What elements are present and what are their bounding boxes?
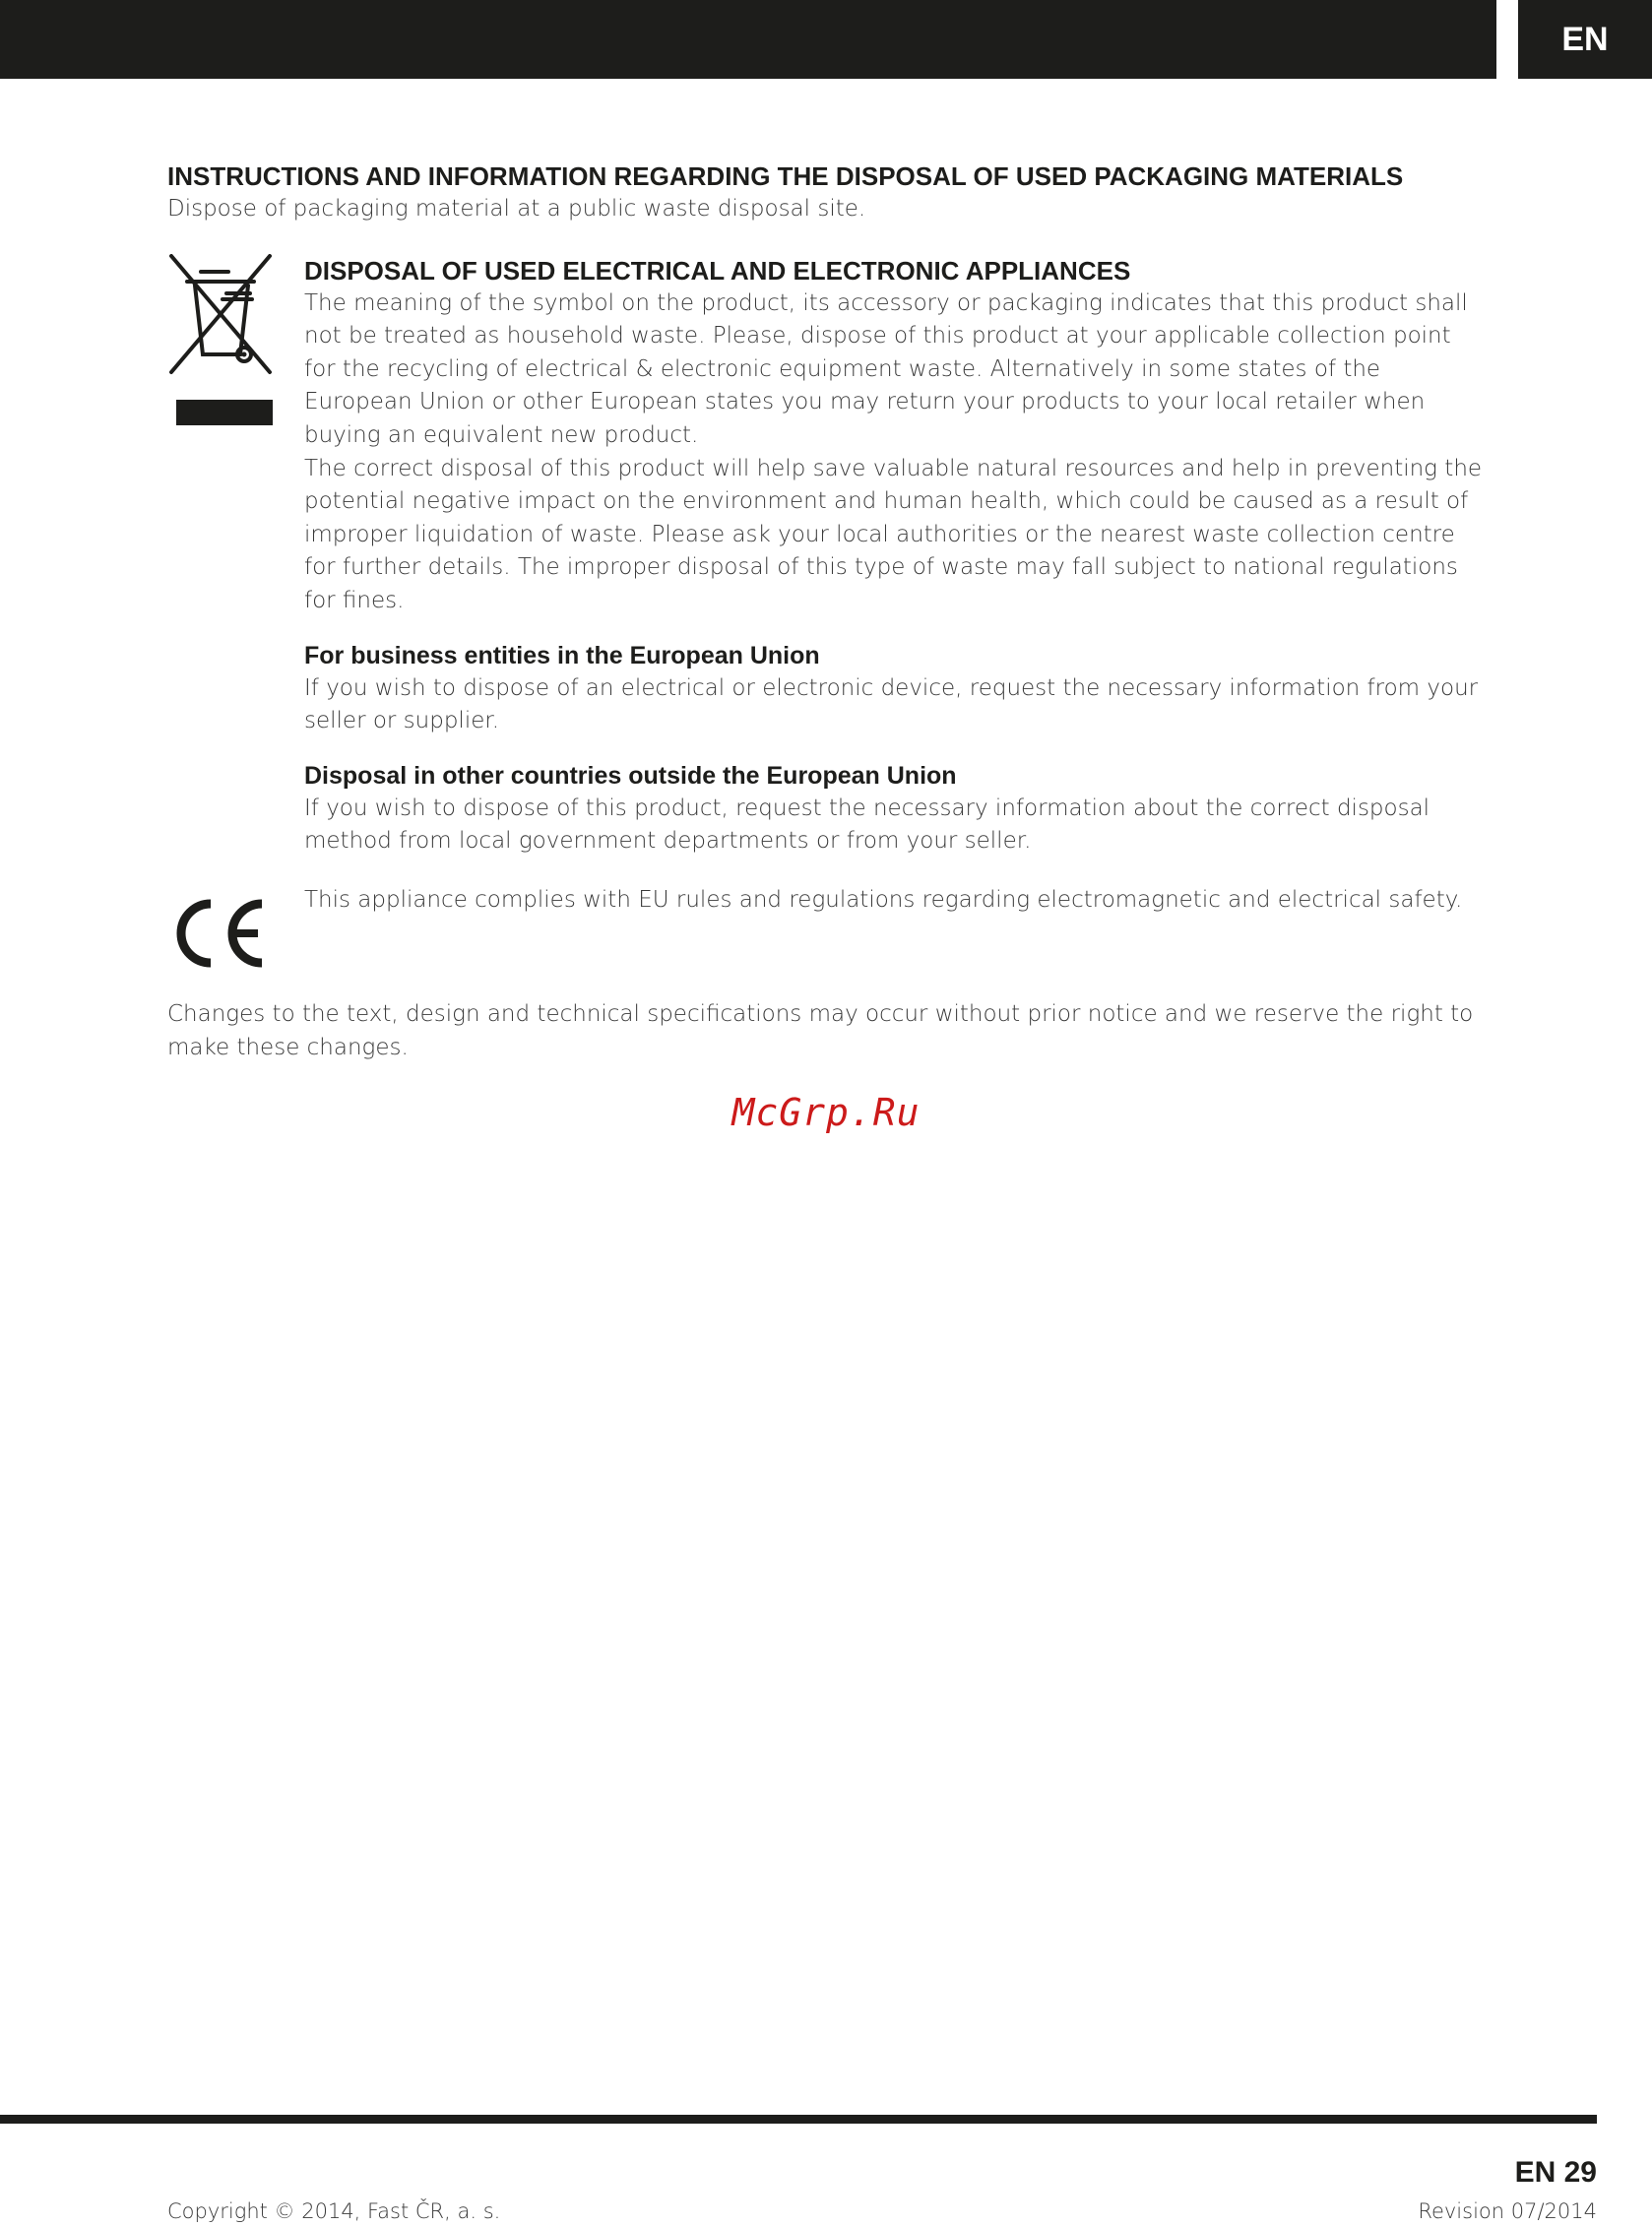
footer-rule xyxy=(0,2115,1597,2124)
changes-note: Changes to the text, design and technical specifications may occur without prior notice and we reserve the right to make these changes. xyxy=(167,1000,1474,1060)
page-number: EN 29 xyxy=(1514,2156,1597,2189)
packaging-text: Dispose of packaging material at a public waste disposal site. xyxy=(167,196,866,222)
business-heading: For business entities in the European Union xyxy=(304,641,820,669)
crossed-out-wheelie-bin-icon xyxy=(167,254,278,425)
header-bar xyxy=(0,0,1496,79)
watermark: McGrp.Ru xyxy=(731,1091,921,1134)
business-text: If you wish to dispose of an electrical or electronic device, request the necessary information from your seller or supplier. xyxy=(304,674,1479,734)
outside-eu-heading: Disposal in other countries outside the European Union xyxy=(304,761,957,790)
ce-mark-icon xyxy=(167,898,266,969)
weee-text-1: The meaning of the symbol on the product, its accessory or packaging indicates that this product shall not be treated as household waste. Please, dispose of this product at your applicable collection point for the recycling of electrical & electronic equipment waste. Alternatively in some states of the European Union or other European states you may return your products to your local retailer when buying an equivalent new product. xyxy=(304,289,1468,448)
packaging-heading: INSTRUCTIONS AND INFORMATION REGARDING THE DISPOSAL OF USED PACKAGING MATERIALS xyxy=(167,161,1404,191)
outside-eu-text: If you wish to dispose of this product, request the necessary information about the correct disposal method from local government departments or from your seller. xyxy=(304,795,1430,855)
ce-text: This appliance complies with EU rules and regulations regarding electromagnetic and electrical safety. xyxy=(304,886,1463,913)
ce-section xyxy=(167,884,1487,973)
language-tab: EN xyxy=(1518,0,1652,79)
packaging-section xyxy=(167,159,1487,226)
weee-section xyxy=(167,254,1487,859)
revision: Revision 07/2014 xyxy=(1418,2199,1597,2223)
page-content xyxy=(167,159,1487,1064)
copyright: Copyright © 2014, Fast ČR, a. s. xyxy=(167,2199,501,2223)
weee-heading: DISPOSAL OF USED ELECTRICAL AND ELECTRONIC APPLIANCES xyxy=(304,255,1131,286)
weee-text-2: The correct disposal of this product will help save valuable natural resources and help in preventing the potential negative impact on the environment and human health, which could be caused as a result of improper liquidation of waste. Please ask your local authorities or the nearest waste collection centre for further details. The improper disposal of this type of waste may fall subject to national regulations for fines. xyxy=(304,455,1483,613)
